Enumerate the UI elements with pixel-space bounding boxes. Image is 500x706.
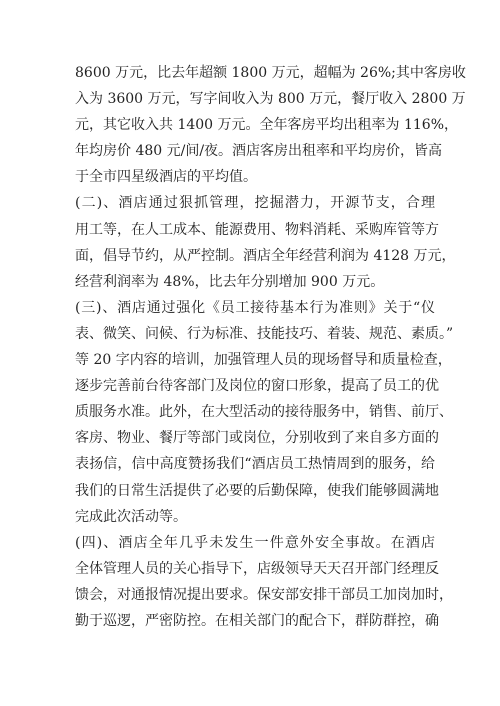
text-line: 8600 万元，比去年超额 1800 万元，超幅为 26%;其中客房收: [75, 65, 466, 81]
document-page: [75, 60, 466, 634]
text-line: (四)、酒店全年几乎未发生一件意外安全事故。在酒店: [75, 534, 435, 551]
paragraph-revenue: [75, 60, 466, 190]
text-line: 全体管理人员的关心指导下，店级领导天天召开部门经理反: [75, 560, 439, 577]
text-line: 勤于巡逻，严密防控。在相关部门的配合下，群防群控，确: [75, 612, 439, 629]
text-line: 馈会，对通报情况提出要求。保安部安排干部员工加岗加时，: [75, 586, 453, 603]
text-line: (三)、酒店通过强化《员工接待基本行为准则》关于“仪: [75, 299, 435, 316]
text-line: 用工等，在人工成本、能源费用、物料消耗、采购库管等方: [75, 221, 439, 238]
paragraph-service-training: [75, 295, 454, 530]
text-line: 经营利润率为 48%，比去年分别增加 900 万元。: [75, 273, 385, 290]
text-line: (二)、酒店通过狠抓管理，挖掘潜力，开源节支，合理: [75, 195, 435, 212]
text-line: 于全市四星级酒店的平均值。: [75, 169, 257, 186]
text-line: 逐步完善前台待客部门及岗位的窗口形象，提高了员工的优: [75, 378, 439, 395]
paragraph-management: [75, 190, 456, 294]
text-line: 表扬信，信中高度赞扬我们“酒店员工热情周到的服务，给: [75, 456, 435, 473]
text-line: 质服务水准。此外，在大型活动的接待服务中，销售、前厅、: [75, 404, 453, 421]
paragraph-safety: [75, 530, 453, 634]
text-line: 等 20 字内容的培训，加强管理人员的现场督导和质量检查，: [75, 352, 452, 369]
text-line: 面，倡导节约，从严控制。酒店全年经营利润为 4128 万元，: [75, 247, 456, 264]
text-line: 元，其它收入共 1400 万元。全年客房平均出租率为 116%，: [75, 117, 459, 134]
text-line: 完成此次活动等。: [75, 508, 187, 525]
text-line: 入为 3600 万元，写字间收入为 800 万元，餐厅收入 2800 万: [75, 91, 466, 108]
text-line: 客房、物业、餐厅等部门或岗位，分别收到了来自多方面的: [75, 430, 439, 447]
text-line: 表、微笑、问候、行为标准、技能技巧、着装、规范、素质。”: [75, 325, 454, 342]
text-line: 年均房价 480 元/间/夜。酒店客房出租率和平均房价，皆高: [75, 143, 443, 160]
text-line: 我们的日常生活提供了必要的后勤保障，使我们能够圆满地: [75, 482, 439, 499]
